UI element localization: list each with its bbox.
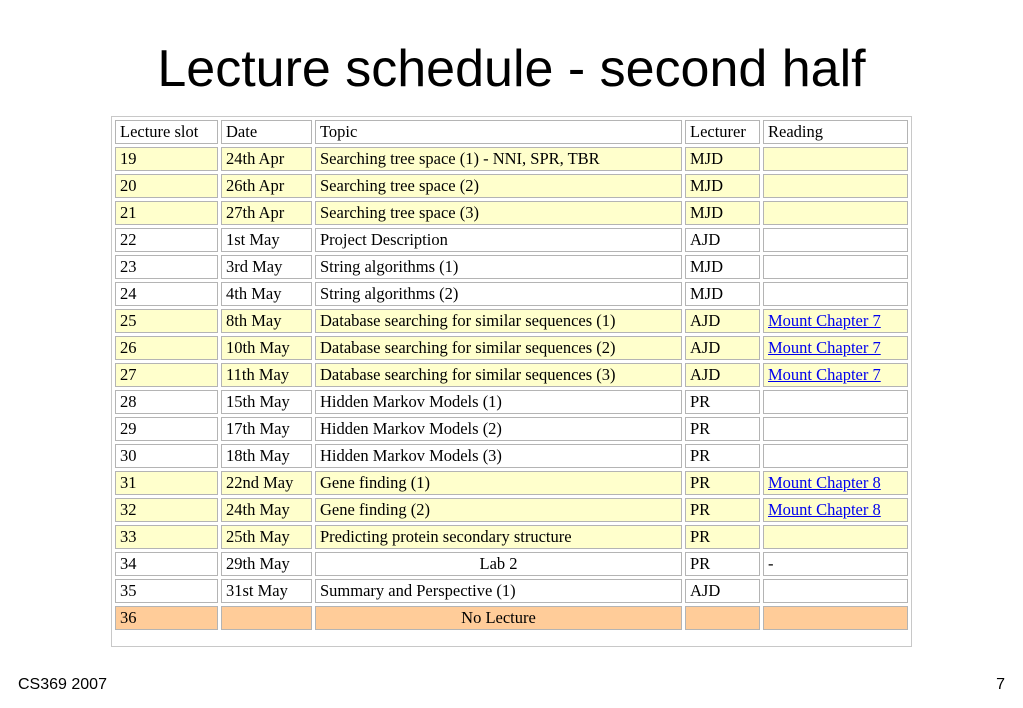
cell-topic: Database searching for similar sequences (3) — [315, 363, 682, 387]
cell-date: 24th Apr — [221, 147, 312, 171]
cell-date — [221, 606, 312, 630]
cell-reading — [763, 390, 908, 414]
cell-topic: No Lecture — [315, 606, 682, 630]
cell-date: 15th May — [221, 390, 312, 414]
cell-reading — [763, 444, 908, 468]
table-row — [115, 525, 908, 549]
cell-date: 24th May — [221, 498, 312, 522]
cell-lecturer: PR — [685, 390, 760, 414]
table-row — [115, 552, 908, 576]
header-lecturer: Lecturer — [685, 120, 760, 144]
cell-lecturer: MJD — [685, 147, 760, 171]
schedule-table-frame — [111, 116, 912, 647]
cell-lecture-slot: 21 — [115, 201, 218, 225]
cell-lecture-slot: 25 — [115, 309, 218, 333]
table-row — [115, 363, 908, 387]
cell-topic: String algorithms (1) — [315, 255, 682, 279]
cell-topic: String algorithms (2) — [315, 282, 682, 306]
table-row — [115, 606, 908, 630]
cell-reading: - — [763, 552, 908, 576]
cell-reading — [763, 363, 908, 387]
cell-reading — [763, 471, 908, 495]
table-row — [115, 579, 908, 603]
cell-lecture-slot: 28 — [115, 390, 218, 414]
cell-reading — [763, 579, 908, 603]
cell-date: 25th May — [221, 525, 312, 549]
cell-reading — [763, 417, 908, 441]
cell-date: 3rd May — [221, 255, 312, 279]
cell-date: 31st May — [221, 579, 312, 603]
header-date: Date — [221, 120, 312, 144]
cell-reading — [763, 606, 908, 630]
reading-link[interactable]: Mount Chapter 7 — [768, 365, 881, 384]
cell-date: 18th May — [221, 444, 312, 468]
table-row — [115, 444, 908, 468]
cell-lecture-slot: 33 — [115, 525, 218, 549]
cell-date: 27th Apr — [221, 201, 312, 225]
cell-topic: Searching tree space (1) - NNI, SPR, TBR — [315, 147, 682, 171]
cell-topic: Gene finding (1) — [315, 471, 682, 495]
cell-date: 10th May — [221, 336, 312, 360]
cell-lecture-slot: 19 — [115, 147, 218, 171]
cell-lecture-slot: 29 — [115, 417, 218, 441]
cell-lecturer: MJD — [685, 174, 760, 198]
cell-lecturer: MJD — [685, 201, 760, 225]
cell-lecture-slot: 23 — [115, 255, 218, 279]
cell-lecturer: PR — [685, 552, 760, 576]
cell-lecture-slot: 20 — [115, 174, 218, 198]
table-row — [115, 255, 908, 279]
cell-lecture-slot: 24 — [115, 282, 218, 306]
cell-lecture-slot: 22 — [115, 228, 218, 252]
reading-link[interactable]: Mount Chapter 8 — [768, 500, 881, 519]
cell-lecture-slot: 30 — [115, 444, 218, 468]
cell-lecturer: PR — [685, 417, 760, 441]
schedule-table — [112, 117, 911, 633]
cell-reading — [763, 309, 908, 333]
table-header-row — [115, 120, 908, 144]
cell-reading — [763, 147, 908, 171]
cell-topic: Gene finding (2) — [315, 498, 682, 522]
cell-topic: Searching tree space (2) — [315, 174, 682, 198]
cell-date: 1st May — [221, 228, 312, 252]
cell-lecturer: AJD — [685, 228, 760, 252]
cell-topic: Database searching for similar sequences (1) — [315, 309, 682, 333]
cell-topic: Predicting protein secondary structure — [315, 525, 682, 549]
table-row — [115, 417, 908, 441]
reading-link[interactable]: Mount Chapter 7 — [768, 338, 881, 357]
header-reading: Reading — [763, 120, 908, 144]
cell-lecture-slot: 31 — [115, 471, 218, 495]
cell-topic: Hidden Markov Models (1) — [315, 390, 682, 414]
cell-lecture-slot: 32 — [115, 498, 218, 522]
cell-reading — [763, 498, 908, 522]
table-row — [115, 174, 908, 198]
slide-title: Lecture schedule - second half — [157, 40, 866, 98]
reading-link[interactable]: Mount Chapter 8 — [768, 473, 881, 492]
cell-topic: Project Description — [315, 228, 682, 252]
table-row — [115, 201, 908, 225]
cell-lecturer: PR — [685, 471, 760, 495]
cell-topic: Hidden Markov Models (3) — [315, 444, 682, 468]
cell-lecturer: PR — [685, 444, 760, 468]
header-topic: Topic — [315, 120, 682, 144]
table-row — [115, 282, 908, 306]
cell-date: 17th May — [221, 417, 312, 441]
cell-topic: Hidden Markov Models (2) — [315, 417, 682, 441]
cell-date: 29th May — [221, 552, 312, 576]
cell-lecture-slot: 34 — [115, 552, 218, 576]
cell-lecture-slot: 35 — [115, 579, 218, 603]
cell-lecturer — [685, 606, 760, 630]
cell-reading — [763, 525, 908, 549]
cell-reading — [763, 201, 908, 225]
cell-lecture-slot: 27 — [115, 363, 218, 387]
cell-lecturer: AJD — [685, 579, 760, 603]
table-row — [115, 309, 908, 333]
cell-reading — [763, 255, 908, 279]
cell-reading — [763, 282, 908, 306]
cell-lecturer: PR — [685, 498, 760, 522]
cell-topic: Searching tree space (3) — [315, 201, 682, 225]
table-row — [115, 390, 908, 414]
cell-lecture-slot: 36 — [115, 606, 218, 630]
table-row — [115, 336, 908, 360]
cell-topic: Database searching for similar sequences (2) — [315, 336, 682, 360]
cell-lecturer: PR — [685, 525, 760, 549]
cell-lecturer: AJD — [685, 336, 760, 360]
footer-page-number: 7 — [996, 676, 1005, 693]
cell-topic: Lab 2 — [315, 552, 682, 576]
cell-lecture-slot: 26 — [115, 336, 218, 360]
cell-date: 11th May — [221, 363, 312, 387]
footer-course: CS369 2007 — [18, 676, 107, 693]
cell-date: 26th Apr — [221, 174, 312, 198]
cell-reading — [763, 336, 908, 360]
cell-lecturer: AJD — [685, 309, 760, 333]
table-row — [115, 498, 908, 522]
reading-link[interactable]: Mount Chapter 7 — [768, 311, 881, 330]
cell-topic: Summary and Perspective (1) — [315, 579, 682, 603]
cell-reading — [763, 174, 908, 198]
schedule-table-body — [115, 147, 908, 630]
cell-lecturer: MJD — [685, 282, 760, 306]
cell-date: 8th May — [221, 309, 312, 333]
cell-reading — [763, 228, 908, 252]
table-row — [115, 228, 908, 252]
table-row — [115, 147, 908, 171]
cell-date: 4th May — [221, 282, 312, 306]
cell-lecturer: AJD — [685, 363, 760, 387]
header-lecture-slot: Lecture slot — [115, 120, 218, 144]
cell-lecturer: MJD — [685, 255, 760, 279]
table-row — [115, 471, 908, 495]
cell-date: 22nd May — [221, 471, 312, 495]
